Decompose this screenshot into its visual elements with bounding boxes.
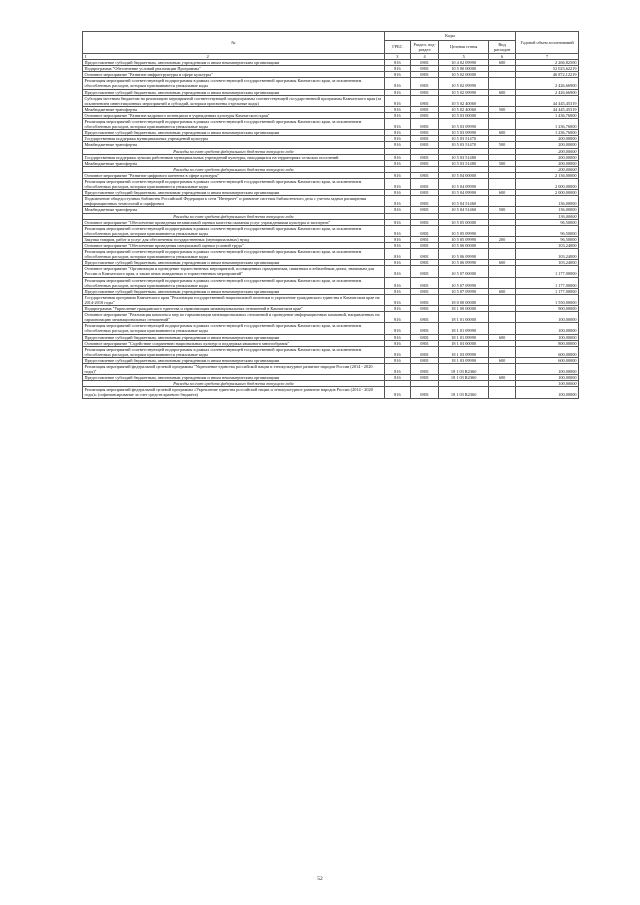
row-exptype: 600 bbox=[489, 334, 516, 340]
row-amount: 100,00000 bbox=[516, 312, 579, 323]
row-target: 10 5 07 09990 bbox=[439, 277, 489, 288]
row-exptype: 500 bbox=[489, 207, 516, 213]
row-grbs: 816 bbox=[384, 196, 410, 207]
table-row bbox=[83, 294, 579, 305]
row-target: 10 5 03 51480 bbox=[439, 154, 489, 160]
row-amount: 2 426,66900 bbox=[516, 78, 579, 89]
row-amount: 1 177,00000 bbox=[516, 277, 579, 288]
header-section: Раздел, под-раздел bbox=[410, 41, 438, 54]
row-exptype: 600 bbox=[489, 357, 516, 363]
row-amount: 1 550,00000 bbox=[516, 294, 579, 305]
row-description: Реализация мероприятий соответствующей подпрограммы в рамках соответствующей государственной программы Камчатского края, за исключением обособленных расходов, которым присваиваются уникальные коды bbox=[83, 277, 385, 288]
row-section: 0801 bbox=[410, 106, 438, 112]
row-amount: 2 266,82500 bbox=[516, 60, 579, 66]
row-exptype bbox=[489, 78, 516, 89]
row-target: 10 5 06 00000 bbox=[439, 243, 489, 249]
row-grbs: 816 bbox=[384, 66, 410, 72]
row-exptype: 500 bbox=[489, 106, 516, 112]
row-description: Предоставление субсидий бюджетным, автономным учреждениям и иным некоммерческим организациям bbox=[83, 60, 385, 66]
row-target: 18 1 03 09990 bbox=[439, 346, 489, 357]
row-section: 0801 bbox=[410, 207, 438, 213]
row-section: 0801 bbox=[410, 142, 438, 148]
row-target: 18 1 01 09990 bbox=[439, 323, 489, 334]
row-amount: 96,50000 bbox=[516, 236, 579, 242]
row-description: Расходы за счет средств федерального бюджета текущего года bbox=[83, 166, 385, 172]
row-amount: 103,24000 bbox=[516, 260, 579, 266]
row-section: 0801 bbox=[410, 78, 438, 89]
header-volume: Годовой объем ассигнований bbox=[516, 32, 579, 54]
row-description: Подпрограмма "Обеспечение условий реализации Программы" bbox=[83, 66, 385, 72]
table-row bbox=[83, 249, 579, 260]
row-description: Основное мероприятие "Обеспечение проведения независимой оценки качества оказания услуг учреждениями культуры и экспертиз" bbox=[83, 219, 385, 225]
row-section: 0801 bbox=[410, 363, 438, 374]
row-exptype bbox=[489, 196, 516, 207]
row-section: 0801 bbox=[410, 312, 438, 323]
row-section: 0801 bbox=[410, 306, 438, 312]
header-col-num: 6 bbox=[489, 54, 516, 60]
row-target: 18 1 01 09990 bbox=[439, 334, 489, 340]
row-exptype: 600 bbox=[489, 375, 516, 381]
row-amount: 1 236,76000 bbox=[516, 119, 579, 130]
row-target: 18 1 03 R2360 bbox=[439, 375, 489, 381]
row-description: Реализация мероприятий соответствующей подпрограммы в рамках соответствующей государственной программы Камчатского края, за исключением обособленных расходов, которым присваиваются уникальные коды bbox=[83, 225, 385, 236]
row-target: 10 5 00 00000 bbox=[439, 66, 489, 72]
row-grbs: 816 bbox=[384, 89, 410, 95]
row-amount: 100,00000 bbox=[516, 381, 579, 387]
row-amount: 1 177,00000 bbox=[516, 288, 579, 294]
row-section: 0801 bbox=[410, 294, 438, 305]
row-grbs: 816 bbox=[384, 130, 410, 136]
row-description: Межбюджетные трансферты bbox=[83, 142, 385, 148]
row-grbs: 816 bbox=[384, 136, 410, 142]
row-grbs: 816 bbox=[384, 323, 410, 334]
row-exptype bbox=[489, 249, 516, 260]
row-amount: 136,00000 bbox=[516, 213, 579, 219]
row-target: 18 1 03 R2360 bbox=[439, 363, 489, 374]
row-description: Государственная программа Камчатского края "Реализация государственной национальной политики и укрепление гражданского единства в Камчатском крае на 2014-2018 годы" bbox=[83, 294, 385, 305]
row-description: Предоставление субсидий бюджетным, автономным учреждениям и иным некоммерческим организациям bbox=[83, 334, 385, 340]
header-exptype: Вид расходов bbox=[489, 41, 516, 54]
row-description: Подключение общедоступных библиотек Российской Федерации к сети "Интернет" и развитие системы библиотечного дела с учетом задачи расширения информационных технологий и оцифровки bbox=[83, 196, 385, 207]
row-description: Предоставление субсидий бюджетным, автономным учреждениям и иным некоммерческим организациям bbox=[83, 357, 385, 363]
row-section: 0801 bbox=[410, 277, 438, 288]
row-section: 0801 bbox=[410, 190, 438, 196]
row-target: 10 5 03 09990 bbox=[439, 119, 489, 130]
row-target: 18 1 03 09990 bbox=[439, 357, 489, 363]
row-grbs: 816 bbox=[384, 249, 410, 260]
row-target: 10 5 07 09990 bbox=[439, 288, 489, 294]
table-row bbox=[83, 178, 579, 189]
row-section: 0801 bbox=[410, 196, 438, 207]
row-exptype bbox=[489, 387, 516, 398]
row-target: 18 1 03 R2360 bbox=[439, 387, 489, 398]
row-description: Основное мероприятие "Организация и проведение торжественных мероприятий, посвященных праздничным, памятным и юбилейным датам, значимым для России и Камчатского края, а также иных имиджевых и торжественных мероприятий" bbox=[83, 266, 385, 277]
row-section: 0801 bbox=[410, 334, 438, 340]
row-section: 0801 bbox=[410, 89, 438, 95]
row-grbs: 816 bbox=[384, 119, 410, 130]
row-target: 10 5 02 40060 bbox=[439, 106, 489, 112]
row-grbs: 816 bbox=[384, 346, 410, 357]
row-target: 10 5 02 09990 bbox=[439, 89, 489, 95]
row-grbs: 816 bbox=[384, 106, 410, 112]
row-description: Межбюджетные трансферты bbox=[83, 207, 385, 213]
row-description: Закупка товаров, работ и услуг для обеспечения государственных (муниципальных) нужд bbox=[83, 236, 385, 242]
table-row bbox=[83, 225, 579, 236]
row-amount: 1 436,76000 bbox=[516, 112, 579, 118]
row-section: 0801 bbox=[410, 357, 438, 363]
row-section: 0801 bbox=[410, 346, 438, 357]
row-amount: 1 236,76000 bbox=[516, 130, 579, 136]
row-grbs: 816 bbox=[384, 266, 410, 277]
row-amount: 100,00000 bbox=[516, 387, 579, 398]
row-amount: 2 426,66900 bbox=[516, 89, 579, 95]
row-description: Предоставление субсидий бюджетным, автономным учреждениям и иным некоммерческим организациям bbox=[83, 130, 385, 136]
row-target: 10 5 06 09990 bbox=[439, 260, 489, 266]
header-col-num: 7 bbox=[516, 54, 579, 60]
row-section: 0801 bbox=[410, 172, 438, 178]
header-col-num: 1 2 bbox=[83, 54, 385, 60]
row-target: 10 5 03 51470 bbox=[439, 136, 489, 142]
row-exptype: 600 bbox=[489, 60, 516, 66]
row-description: Государственная поддержка муниципальных учреждений культуры bbox=[83, 136, 385, 142]
row-target: 10 5 03 51470 bbox=[439, 142, 489, 148]
header-num: № bbox=[83, 32, 385, 54]
row-section: 0801 bbox=[410, 60, 438, 66]
row-amount: 2 000,00000 bbox=[516, 178, 579, 189]
row-target: 10 5 05 09990 bbox=[439, 225, 489, 236]
row-section: 0801 bbox=[410, 387, 438, 398]
row-amount: 1 177,00000 bbox=[516, 266, 579, 277]
row-description: Межбюджетные трансферты bbox=[83, 106, 385, 112]
row-description: Реализация мероприятий федеральной целевой программы «Укрепление единства российской нации и этнокультурное развитие народов России (2014 - 2020 годы)» (софинансирование за счет средств краевого бюджета) bbox=[83, 387, 385, 398]
row-target: 10 5 06 09990 bbox=[439, 249, 489, 260]
row-section: 0801 bbox=[410, 266, 438, 277]
row-exptype bbox=[489, 277, 516, 288]
row-exptype bbox=[489, 266, 516, 277]
row-grbs: 816 bbox=[384, 288, 410, 294]
row-amount: 200,00000 bbox=[516, 136, 579, 142]
budget-table-page bbox=[82, 31, 579, 399]
row-exptype bbox=[489, 119, 516, 130]
row-amount: 100,00000 bbox=[516, 363, 579, 374]
row-grbs: 816 bbox=[384, 78, 410, 89]
row-section: 0801 bbox=[410, 178, 438, 189]
header-grbs: ГРБС bbox=[384, 41, 410, 54]
row-amount: 200,00000 bbox=[516, 166, 579, 172]
row-grbs: 816 bbox=[384, 387, 410, 398]
row-description: Расходы за счет средств федерального бюджета текущего года bbox=[83, 381, 385, 387]
table-row bbox=[83, 95, 579, 106]
row-section: 0801 bbox=[410, 260, 438, 266]
row-section: 0801 bbox=[410, 323, 438, 334]
row-section: 0801 bbox=[410, 288, 438, 294]
row-target: 10 5 02 09990 bbox=[439, 78, 489, 89]
row-exptype: 600 bbox=[489, 288, 516, 294]
row-section: 0801 bbox=[410, 160, 438, 166]
row-description: Основное мероприятие "Развитие инфраструктуры в сфере культуры" bbox=[83, 72, 385, 78]
row-description: Основное мероприятие "Реализация комплекса мер по гармонизации межнациональных отношений и проведение информационных кампаний, направленных на гармонизацию межнациональных отношений" bbox=[83, 312, 385, 323]
row-description: Реализация мероприятий соответствующей подпрограммы в рамках соответствующей государственной программы Камчатского края, за исключением обособленных расходов, которым присваиваются уникальные коды bbox=[83, 178, 385, 189]
row-grbs: 816 bbox=[384, 160, 410, 166]
row-target: 10 5 04 09990 bbox=[439, 178, 489, 189]
row-target: 18 1 00 00000 bbox=[439, 306, 489, 312]
row-description: Реализация мероприятий соответствующей подпрограммы в рамках соответствующей государственной программы Камчатского края, за исключением обособленных расходов, которым присваиваются уникальные коды bbox=[83, 346, 385, 357]
row-exptype bbox=[489, 294, 516, 305]
row-section: 0801 bbox=[410, 154, 438, 160]
row-amount: 200,00000 bbox=[516, 142, 579, 148]
row-grbs: 816 bbox=[384, 294, 410, 305]
row-amount: 96,50000 bbox=[516, 225, 579, 236]
table-row bbox=[83, 363, 579, 374]
row-section: 0801 bbox=[410, 219, 438, 225]
row-section: 0801 bbox=[410, 136, 438, 142]
row-exptype: 600 bbox=[489, 89, 516, 95]
row-amount: 200,00000 bbox=[516, 148, 579, 154]
row-description: Государственная поддержка лучших работников муниципальных учреждений культуры, находящихся на территориях сельских поселений bbox=[83, 154, 385, 160]
budget-table bbox=[82, 31, 579, 399]
row-description: Реализация мероприятий соответствующей подпрограммы в рамках соответствующей государственной программы Камчатского края, за исключением обособленных расходов, которым присваиваются уникальные коды bbox=[83, 323, 385, 334]
row-grbs: 816 bbox=[384, 95, 410, 106]
row-amount: 100,00000 bbox=[516, 323, 579, 334]
row-grbs: 816 bbox=[384, 243, 410, 249]
row-description: Предоставление субсидий бюджетным, автономным учреждениям и иным некоммерческим организациям bbox=[83, 288, 385, 294]
row-exptype bbox=[489, 178, 516, 189]
row-grbs: 816 bbox=[384, 306, 410, 312]
row-section: 0801 bbox=[410, 119, 438, 130]
row-target: 10 5 04 51460 bbox=[439, 207, 489, 213]
row-amount: 44 445,45319 bbox=[516, 95, 579, 106]
row-amount: 100,00000 bbox=[516, 334, 579, 340]
table-row bbox=[83, 277, 579, 288]
header-col-num: 4 bbox=[410, 54, 438, 60]
row-grbs: 816 bbox=[384, 72, 410, 78]
row-grbs: 816 bbox=[384, 375, 410, 381]
row-target: 10 5 05 09990 bbox=[439, 236, 489, 242]
row-amount: 600,00000 bbox=[516, 346, 579, 357]
row-grbs: 816 bbox=[384, 363, 410, 374]
row-amount: 136,00000 bbox=[516, 207, 579, 213]
row-target: 10 5 03 00000 bbox=[439, 112, 489, 118]
row-amount: 800,00000 bbox=[516, 340, 579, 346]
row-description: Реализация мероприятий соответствующей подпрограммы в рамках соответствующей государственной программы Камчатского края, за исключением обособленных расходов, которым присваиваются уникальные коды bbox=[83, 249, 385, 260]
row-target: 10 5 03 09990 bbox=[439, 130, 489, 136]
header-col-num: 3 bbox=[384, 54, 410, 60]
header-target: Целевая статья bbox=[439, 41, 489, 54]
row-target: 18 1 01 00000 bbox=[439, 312, 489, 323]
row-exptype: 500 bbox=[489, 142, 516, 148]
row-description: Реализация мероприятий соответствующей подпрограммы в рамках соответствующей государственной программы Камчатского края, за исключением обособленных расходов, которым присваиваются уникальные коды bbox=[83, 119, 385, 130]
row-section: 0801 bbox=[410, 72, 438, 78]
row-amount: 46 872,12219 bbox=[516, 72, 579, 78]
row-amount: 44 445,45319 bbox=[516, 106, 579, 112]
row-grbs: 816 bbox=[384, 334, 410, 340]
row-description: Предоставление субсидий бюджетным, автономным учреждениям и иным некоммерческим организациям bbox=[83, 260, 385, 266]
row-amount: 103,24000 bbox=[516, 249, 579, 260]
row-target: 18 1 03 00000 bbox=[439, 340, 489, 346]
row-description: Межбюджетные трансферты bbox=[83, 160, 385, 166]
row-amount: 100,00000 bbox=[516, 375, 579, 381]
row-section: 0801 bbox=[410, 243, 438, 249]
table-row bbox=[83, 312, 579, 323]
row-grbs: 816 bbox=[384, 219, 410, 225]
table-row bbox=[83, 78, 579, 89]
row-exptype: 600 bbox=[489, 130, 516, 136]
row-grbs: 816 bbox=[384, 112, 410, 118]
row-section: 0801 bbox=[410, 340, 438, 346]
row-description: Субсидия местным бюджетам на реализацию мероприятий соответствующей подпрограммы соответствующей государственной программы Камчатского края (за исключением инвестиционных мероприятий и субсидий, которым присвоены отдельные коды) bbox=[83, 95, 385, 106]
row-grbs: 816 bbox=[384, 154, 410, 160]
row-exptype bbox=[489, 323, 516, 334]
row-description: Предоставление субсидий бюджетным, автономным учреждениям и иным некоммерческим организациям bbox=[83, 190, 385, 196]
table-row bbox=[83, 196, 579, 207]
row-exptype bbox=[489, 95, 516, 106]
row-exptype: 200 bbox=[489, 236, 516, 242]
row-grbs: 816 bbox=[384, 142, 410, 148]
table-header bbox=[83, 32, 579, 60]
row-description: Основное мероприятие "Развитие цифрового контента в сфере культуры" bbox=[83, 172, 385, 178]
row-amount: 103,24000 bbox=[516, 243, 579, 249]
page-number: 52 bbox=[317, 876, 323, 882]
row-amount: 900,00000 bbox=[516, 306, 579, 312]
row-section: 0801 bbox=[410, 130, 438, 136]
table-row bbox=[83, 323, 579, 334]
row-target: 10 5 04 51460 bbox=[439, 196, 489, 207]
row-grbs: 816 bbox=[384, 340, 410, 346]
table-row bbox=[83, 346, 579, 357]
row-grbs: 816 bbox=[384, 207, 410, 213]
row-amount: 600,00000 bbox=[516, 357, 579, 363]
row-description: Предоставление субсидий бюджетным, автономным учреждениям и иным некоммерческим организациям bbox=[83, 89, 385, 95]
row-exptype: 500 bbox=[489, 160, 516, 166]
row-grbs: 816 bbox=[384, 357, 410, 363]
table-row bbox=[83, 387, 579, 398]
row-grbs: 816 bbox=[384, 178, 410, 189]
row-description: Предоставление субсидий бюджетным, автономным учреждениям и иным некоммерческим организациям bbox=[83, 375, 385, 381]
table-body bbox=[83, 60, 579, 398]
row-amount: 200,00000 bbox=[516, 160, 579, 166]
row-exptype bbox=[489, 312, 516, 323]
row-amount: 200,00000 bbox=[516, 154, 579, 160]
row-target: 10 5 02 40060 bbox=[439, 95, 489, 106]
row-section: 0801 bbox=[410, 66, 438, 72]
row-description: Реализация мероприятий соответствующей подпрограммы в рамках соответствующей государственной программы Камчатского края, за исключением обособленных расходов, которым присваиваются уникальные коды bbox=[83, 78, 385, 89]
row-target: 18 0 00 00000 bbox=[439, 294, 489, 305]
table-row bbox=[83, 119, 579, 130]
row-description: Реализация мероприятий федеральной целевой программы "Укрепление единства российской нации и этнокультурное развитие народов России (2014 - 2020 годы)" bbox=[83, 363, 385, 374]
row-grbs: 816 bbox=[384, 225, 410, 236]
row-description: Основное мероприятие "Содействие сохранению национальных культур и поддержка языкового многообразия" bbox=[83, 340, 385, 346]
row-section: 0801 bbox=[410, 375, 438, 381]
row-grbs: 816 bbox=[384, 260, 410, 266]
row-grbs: 816 bbox=[384, 312, 410, 323]
row-exptype: 600 bbox=[489, 190, 516, 196]
row-amount: 2 136,00000 bbox=[516, 172, 579, 178]
row-exptype bbox=[489, 346, 516, 357]
row-amount: 136,00000 bbox=[516, 196, 579, 207]
row-amount: 2 000,00000 bbox=[516, 190, 579, 196]
row-description: Расходы за счет средств федерального бюджета текущего года bbox=[83, 148, 385, 154]
row-section: 0801 bbox=[410, 112, 438, 118]
row-exptype bbox=[489, 363, 516, 374]
row-target: 10 5 05 00000 bbox=[439, 219, 489, 225]
row-grbs: 816 bbox=[384, 60, 410, 66]
row-description: Подпрограмма "Укрепление гражданского единства и гармонизация межнациональных отношений в Камчатском крае" bbox=[83, 306, 385, 312]
row-grbs: 816 bbox=[384, 277, 410, 288]
row-target: 10 4 02 09990 bbox=[439, 60, 489, 66]
header-codes: Коды bbox=[384, 32, 515, 41]
row-section: 0801 bbox=[410, 225, 438, 236]
row-grbs: 816 bbox=[384, 172, 410, 178]
row-amount: 96,50000 bbox=[516, 219, 579, 225]
row-exptype: 600 bbox=[489, 260, 516, 266]
row-grbs: 816 bbox=[384, 236, 410, 242]
row-description: Основное мероприятие "Развитие кадрового потенциала в учреждениях культуры Камчатского края" bbox=[83, 112, 385, 118]
row-target: 10 5 03 51480 bbox=[439, 160, 489, 166]
row-section: 0801 bbox=[410, 249, 438, 260]
row-amount: 52 023,62219 bbox=[516, 66, 579, 72]
row-description: Расходы за счет средств федерального бюджета текущего года bbox=[83, 213, 385, 219]
row-description: Основное мероприятие "Обеспечение проведения специальной оценки условий труда" bbox=[83, 243, 385, 249]
row-section: 0801 bbox=[410, 236, 438, 242]
row-target: 10 5 04 09990 bbox=[439, 190, 489, 196]
table-row bbox=[83, 266, 579, 277]
row-section: 0801 bbox=[410, 95, 438, 106]
row-target: 10 5 07 00000 bbox=[439, 266, 489, 277]
header-col-num: 5 bbox=[439, 54, 489, 60]
row-target: 10 5 04 00000 bbox=[439, 172, 489, 178]
row-exptype bbox=[489, 225, 516, 236]
row-target: 10 5 02 00000 bbox=[439, 72, 489, 78]
row-grbs: 816 bbox=[384, 190, 410, 196]
